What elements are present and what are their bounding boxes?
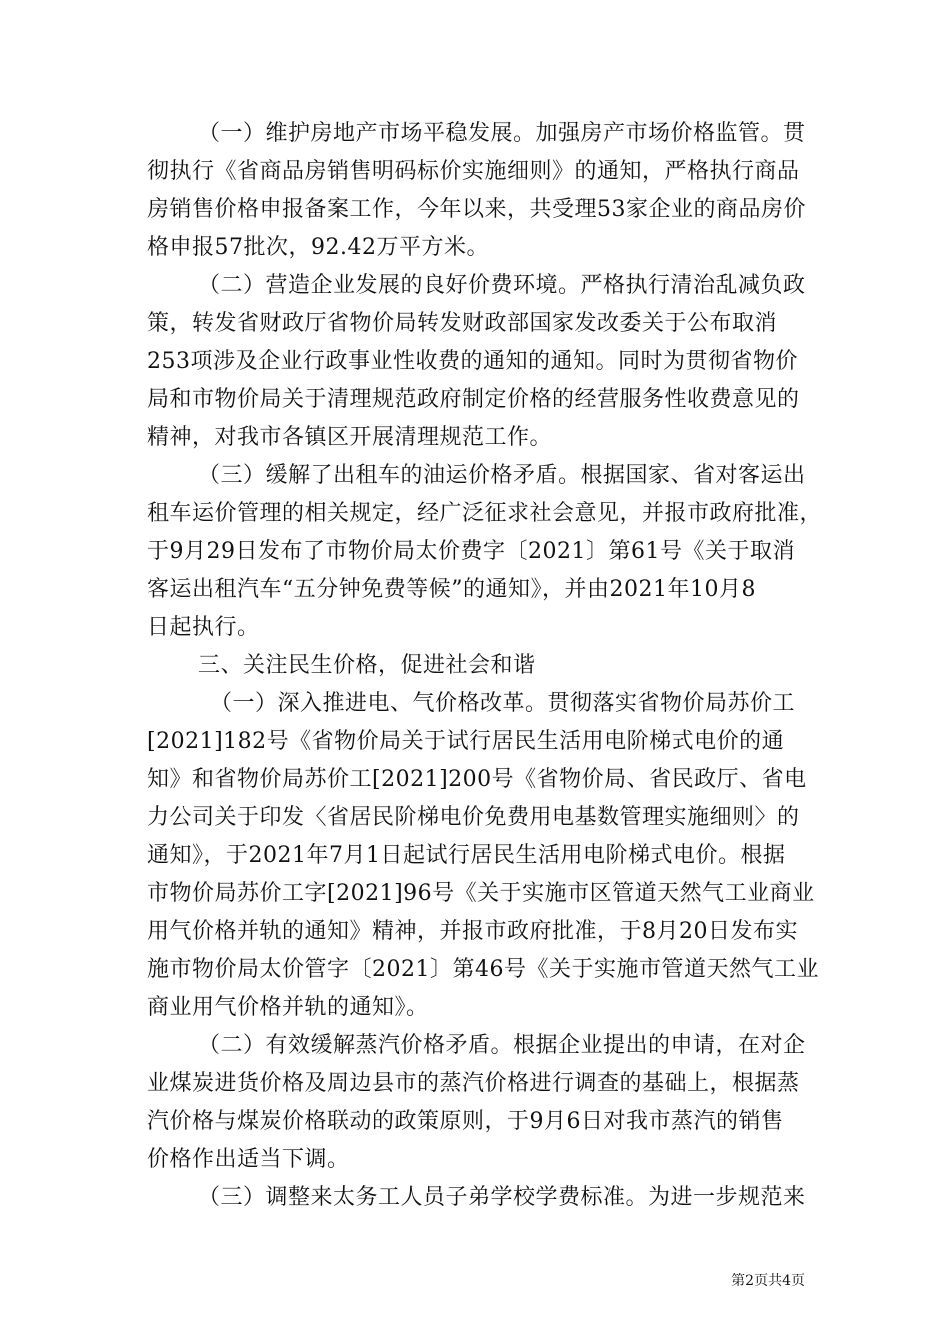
text-line-7: 253项涉及企业行政事业性收费的通知的通知。同时为贯彻省物价 [147,349,798,374]
text-line-24: 商业用气价格并轨的通知》。 [147,995,429,1020]
text-line-28: 价格作出适当下调。 [147,1147,350,1172]
text-line-9: 精神，对我市各镇区开展清理规范工作。 [147,425,553,450]
text-line-11: 租车运价管理的相关规定，经广泛征求社会意见，并报市政府批准， [147,501,823,526]
text-line-16: （一）深入推进电、气价格改革。贯彻落实省物价局苏价工 [210,691,796,716]
text-line-5: （二）营造企业发展的良好价费环境。严格执行清治乱减负政 [198,273,806,298]
text-line-23: 施市物价局太价管字〔2021〕第46号《关于实施市管道天然气工业 [147,957,819,982]
text-line-3: 房销售价格申报备案工作，今年以来，共受理53家企业的商品房价 [147,197,806,222]
text-line-10: （三）缓解了出租车的油运价格矛盾。根据国家、省对客运出 [198,463,806,488]
text-line-6: 策，转发省财政厅省物价局转发财政部国家发改委关于公布取消 [147,311,778,336]
text-line-26: 业煤炭进货价格及周边县市的蒸汽价格进行调查的基础上，根据蒸 [147,1071,800,1096]
text-line-18: 知》和省物价局苏价工[2021]200号《省物价局、省民政厅、省电 [147,767,807,792]
text-line-29: （三）调整来太务工人员子弟学校学费标准。为进一步规范来 [198,1185,806,1210]
text-line-17: [2021]182号《省物价局关于试行居民生活用电阶梯式电价的通 [147,729,785,754]
page-number-footer: 第2页共4页 [731,1273,805,1289]
text-line-27: 汽价格与煤炭价格联动的政策原则，于9月6日对我市蒸汽的销售 [147,1109,784,1134]
section-heading: 三、关注民生价格，促进社会和谐 [198,653,536,678]
text-line-19: 力公司关于印发〈省居民阶梯电价免费用电基数管理实施细则〉的 [147,805,800,830]
text-line-8: 局和市物价局关于清理规范政府制定价格的经营服务性收费意见的 [147,387,800,412]
text-line-21: 市物价局苏价工字[2021]96号《关于实施市区管道天然气工业商业 [147,881,815,906]
text-line-4: 格申报57批次，92.42万平方米。 [147,235,489,260]
text-line-22: 用气价格并轨的通知》精神，并报市政府批准，于8月20日发布实 [147,919,798,944]
text-line-2: 彻执行《省商品房销售明码标价实施细则》的通知，严格执行商品 [147,159,800,184]
text-line-25: （二）有效缓解蒸汽价格矛盾。根据企业提出的申请，在对企 [198,1033,806,1058]
text-line-12: 于9月29日发布了市物价局太价费字〔2021〕第61号《关于取消 [147,539,795,564]
text-line-13: 客运出租汽车“五分钟免费等候”的通知》，并由2021年10月8 [147,577,756,602]
text-line-1: （一）维护房地产市场平稳发展。加强房产市场价格监管。贯 [198,121,806,146]
text-line-20: 通知》，于2021年7月1日起试行居民生活用电阶梯式电价。根据 [147,843,786,868]
text-line-14: 日起执行。 [147,615,260,640]
